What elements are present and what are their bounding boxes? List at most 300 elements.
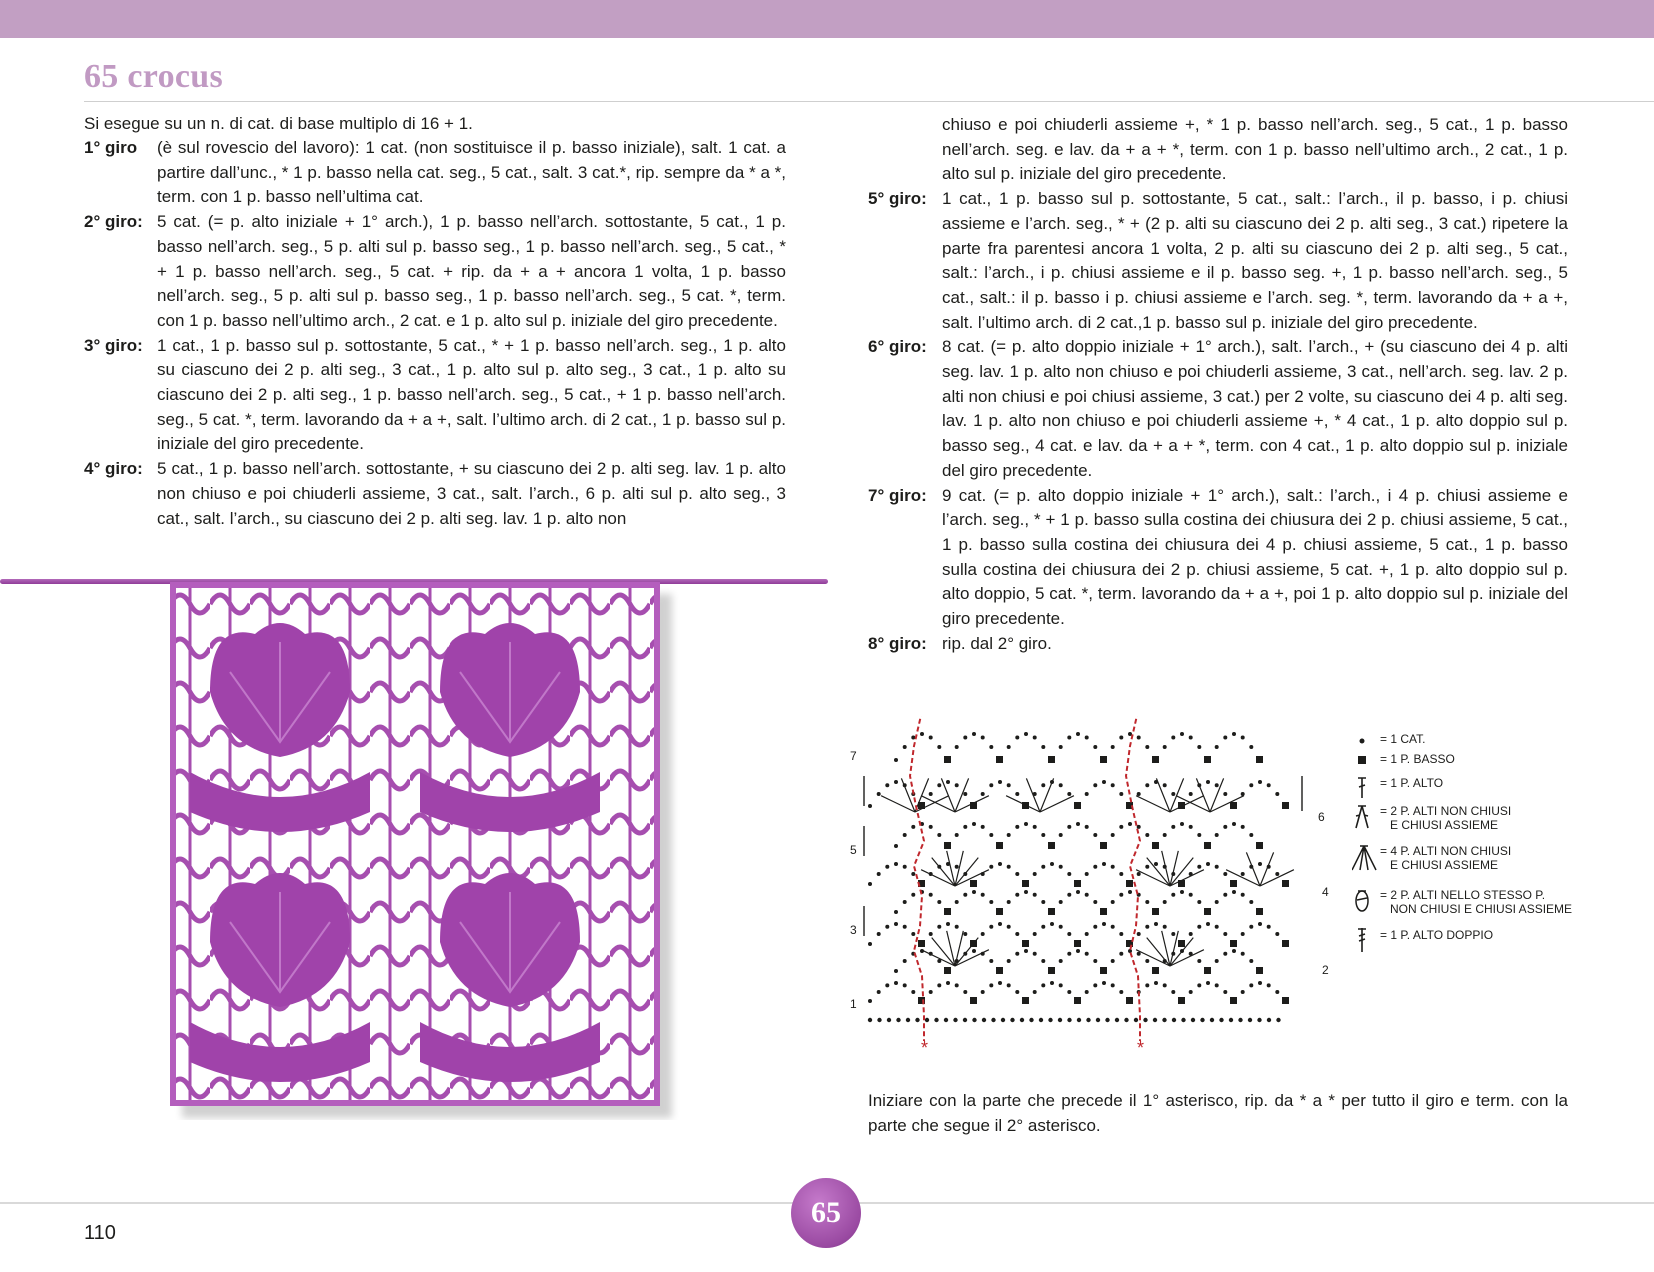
chain-dot-icon <box>1050 981 1054 985</box>
instructions-left-column <box>84 136 786 531</box>
chain-dot-icon <box>1232 732 1236 736</box>
row-text: 1 cat., 1 p. basso sul p. sottostante, 5 cat., * + 1 p. basso nell’arch. seg., 1 p. alto su ciascuno dei 2 p. alti seg., 3 cat., 1 p. alto sul p. alto seg., 3 cat., 1 p. alto su ciascuno dei 2 p. alti seg., 1 p. basso nell’arch. seg., 5 cat., + 1 p. basso nell’arch. seg., 5 cat. *, term. lavorando da + a +, salt. l’ultimo arch. di 2 cat., 1 p. basso sul p. iniziale del giro precedente. <box>157 335 786 454</box>
row-number-3: 3 <box>850 923 857 937</box>
chain-dot-icon <box>929 825 933 829</box>
chain-dot-icon <box>1007 900 1011 904</box>
chain-dot-icon <box>1007 745 1011 749</box>
chain-dot-icon <box>1058 1018 1062 1022</box>
chain-dot-icon <box>929 932 933 936</box>
chain-dot-icon <box>1119 825 1123 829</box>
chain-dot-icon <box>885 865 889 869</box>
single-crochet-square-icon <box>1282 880 1289 887</box>
chain-dot-icon <box>1241 952 1245 956</box>
chain-dot-icon <box>1241 932 1245 936</box>
chain-dot-icon <box>1111 833 1115 837</box>
instructions-right-column <box>868 113 1568 656</box>
chain-dot-icon <box>877 792 881 796</box>
chain-dot-icon <box>1059 900 1063 904</box>
chain-dot-icon <box>929 792 933 796</box>
instruction-row <box>868 484 1568 632</box>
row-continuation-text: chiuso e poi chiuderli assieme +, * 1 p. basso nell’arch. seg., 5 cat., 1 p. basso nell’arch. seg. e lav. da + a + *, term. con 1 p. basso nell’ultimo arch., 2 cat., 1 p. alto sul p. iniziale del giro precedente. <box>942 115 1568 184</box>
pattern-number-badge: 65 <box>791 1178 861 1248</box>
chain-dot-icon <box>1241 825 1245 829</box>
chain-dot-icon <box>1180 890 1184 894</box>
chain-dot-icon <box>1119 736 1123 740</box>
chain-dot-icon <box>1050 862 1054 866</box>
chain-dot-icon <box>911 990 915 994</box>
chain-dot-icon <box>1007 925 1011 929</box>
chain-dot-icon <box>1119 932 1123 936</box>
chain-dot-icon <box>1163 833 1167 837</box>
asterisk-marker: * <box>1137 1038 1145 1056</box>
chain-dot-icon <box>1041 783 1045 787</box>
single-crochet-square-icon <box>1256 756 1263 763</box>
chain-dot-icon <box>1048 1018 1052 1022</box>
chain-dot-icon <box>1102 969 1106 973</box>
chain-dot-icon <box>903 925 907 929</box>
chain-dot-icon <box>1024 942 1028 946</box>
chain-dot-icon <box>911 893 915 897</box>
chain-dot-icon <box>1223 736 1227 740</box>
chain-dot-icon <box>1145 925 1149 929</box>
chain-dot-icon <box>1085 932 1089 936</box>
chain-dot-icon <box>906 1018 910 1022</box>
chain-dot-icon <box>1258 780 1262 784</box>
chart-note: Iniziare con la parte che precede il 1° asterisco, rip. da * a * per tutto il giro e term. con la parte che segue il 2° asterisco. <box>868 1091 1568 1135</box>
chain-dot-icon <box>1145 959 1149 963</box>
row-text: 1 cat., 1 p. basso sul p. sottostante, 5 cat., salt.: l’arch., il p. basso, i p. chiusi assieme e l’arch. seg., * + (2 p. alti su ciascuno dei 2 p. alti seg., 3 cat.) ripetere la parte fra parentesi ancora 1 volta, 2 p. alti su ciascuno dei 2 p. alti seg., 5 cat., salt.: l’arch., i p. chiusi assieme e il p. basso seg. +, 1 p. basso nell’arch. seg., 5 cat., salt.: il p. basso i p. chiusi assieme e l’arch. seg. *, term. lavorando da + a +, salt. l’ultimo arch. di 2 cat.,1 p. basso sul p. iniziale del giro precedente. <box>942 189 1568 332</box>
chain-dot-icon <box>963 792 967 796</box>
chain-dot-icon <box>1163 983 1167 987</box>
chain-dot-icon <box>981 893 985 897</box>
chain-dot-icon <box>911 932 915 936</box>
repeat-line <box>1126 716 1140 1041</box>
chain-dot-icon <box>937 783 941 787</box>
chain-dot-icon <box>1111 865 1115 869</box>
chain-dot-icon <box>998 780 1002 784</box>
chain-dot-icon <box>868 804 872 808</box>
chain-dot-icon <box>1119 893 1123 897</box>
chain-dot-icon <box>1119 792 1123 796</box>
chain-dot-icon <box>1189 736 1193 740</box>
chain-dot-icon <box>989 983 993 987</box>
chain-dot-icon <box>1111 783 1115 787</box>
crochet-swatch-photo <box>170 582 680 1120</box>
chain-dot-icon <box>972 732 976 736</box>
chain-dot-icon <box>1059 865 1063 869</box>
chain-dot-icon <box>1258 862 1262 866</box>
row-number-6: 6 <box>1318 810 1325 824</box>
asterisk-marker: * <box>921 1038 929 1056</box>
chain-dot-icon <box>1105 1018 1109 1022</box>
chain-dot-icon <box>989 865 993 869</box>
chain-dot-icon <box>1041 983 1045 987</box>
chain-dot-icon <box>1275 792 1279 796</box>
chain-dot-icon <box>1093 745 1097 749</box>
chain-dot-icon <box>972 890 976 894</box>
chain-dot-icon <box>1163 925 1167 929</box>
chain-dot-icon <box>1249 900 1253 904</box>
chain-dot-icon <box>1215 983 1219 987</box>
chain-dot-icon <box>1189 893 1193 897</box>
chain-dot-icon <box>1067 990 1071 994</box>
chain-dot-icon <box>1267 983 1271 987</box>
chain-dot-icon <box>1093 900 1097 904</box>
double-crochet-icon <box>1136 950 1170 966</box>
chain-dot-icon <box>989 900 993 904</box>
instruction-row <box>84 334 786 458</box>
chain-dot-icon <box>998 844 1002 848</box>
chain-dot-icon <box>1154 910 1158 914</box>
chain-dot-icon <box>1197 959 1201 963</box>
chain-dot-icon <box>1200 1018 1204 1022</box>
chain-dot-icon <box>1050 922 1054 926</box>
chain-dot-icon <box>1024 949 1028 953</box>
chain-dot-icon <box>1015 952 1019 956</box>
chain-dot-icon <box>1145 745 1149 749</box>
chain-dot-icon <box>1197 865 1201 869</box>
chain-dot-icon <box>1189 792 1193 796</box>
chain-dot-icon <box>937 745 941 749</box>
chain-dot-icon <box>981 825 985 829</box>
chain-dot-icon <box>937 925 941 929</box>
chain-dot-icon <box>1215 783 1219 787</box>
chain-dot-icon <box>1093 959 1097 963</box>
chain-dot-icon <box>1232 890 1236 894</box>
chain-dot-icon <box>1050 910 1054 914</box>
chain-dot-icon <box>885 783 889 787</box>
chain-dot-icon <box>1076 890 1080 894</box>
chain-dot-icon <box>1223 825 1227 829</box>
chain-dot-icon <box>1257 1018 1261 1022</box>
double-crochet-icon <box>921 870 955 886</box>
chain-dot-icon <box>1111 959 1115 963</box>
chain-dot-icon <box>1007 983 1011 987</box>
instruction-row <box>868 187 1568 335</box>
chain-dot-icon <box>1033 932 1037 936</box>
chain-dot-icon <box>989 783 993 787</box>
chain-dot-icon <box>963 825 967 829</box>
chain-dot-icon <box>929 893 933 897</box>
chain-dot-icon <box>955 983 959 987</box>
chain-dot-icon <box>1241 792 1245 796</box>
chart-legend <box>1352 732 1602 962</box>
chain-dot-icon <box>1115 1018 1119 1022</box>
chain-dot-icon <box>1067 872 1071 876</box>
chain-dot-icon <box>1145 783 1149 787</box>
single-crochet-square-icon <box>1256 908 1263 915</box>
chain-dot-icon <box>1093 983 1097 987</box>
chain-dot-icon <box>1093 925 1097 929</box>
chain-dot-icon <box>1128 999 1132 1003</box>
chain-dot-icon <box>1241 736 1245 740</box>
chain-dot-icon <box>1102 780 1106 784</box>
chain-dot-icon <box>1033 952 1037 956</box>
chain-dot-icon <box>1041 745 1045 749</box>
chain-dot-icon <box>1249 783 1253 787</box>
instruction-row <box>84 457 786 531</box>
chain-dot-icon <box>989 925 993 929</box>
chain-dot-icon <box>1134 1018 1138 1022</box>
row-text: (è sul rovescio del lavoro): 1 cat. (non sostituisce il p. basso iniziale), salt. 1 cat. a partire dall’unc., * 1 p. basso nella cat. seg., 5 cat., salt. 3 cat.*, rip. sempre da * a *, term. con 1 p. basso nell’ultima cat. <box>157 138 786 207</box>
chain-dot-icon <box>955 833 959 837</box>
chain-dot-icon <box>946 758 950 762</box>
chain-dot-icon <box>885 983 889 987</box>
chain-dot-icon <box>1171 825 1175 829</box>
chain-dot-icon <box>1137 792 1141 796</box>
row-number-5: 5 <box>850 843 857 857</box>
intro-text: Si esegue su un n. di cat. di base multiplo di 16 + 1. <box>84 114 473 133</box>
chain-dot-icon <box>1041 959 1045 963</box>
chain-dot-icon <box>903 959 907 963</box>
chain-dot-icon <box>981 990 985 994</box>
chain-dot-icon <box>1206 780 1210 784</box>
chain-dot-icon <box>1215 925 1219 929</box>
chain-dot-icon <box>885 925 889 929</box>
chain-dot-icon <box>953 1018 957 1022</box>
chain-dot-icon <box>963 893 967 897</box>
chain-dot-icon <box>1085 825 1089 829</box>
chain-dot-icon <box>894 910 898 914</box>
chain-dot-icon <box>963 932 967 936</box>
chain-dot-icon <box>1223 792 1227 796</box>
chain-dot-icon <box>1171 893 1175 897</box>
chain-dot-icon <box>1059 783 1063 787</box>
chain-dot-icon <box>1119 952 1123 956</box>
chain-dot-icon <box>1076 882 1080 886</box>
chain-dot-icon <box>1015 932 1019 936</box>
chain-dot-icon <box>1215 900 1219 904</box>
chain-dot-icon <box>903 833 907 837</box>
chain-dot-icon <box>946 922 950 926</box>
chain-dot-icon <box>1154 981 1158 985</box>
chain-dot-icon <box>1249 983 1253 987</box>
chain-dot-icon <box>955 925 959 929</box>
chain-dot-icon <box>989 745 993 749</box>
chain-dot-icon <box>937 900 941 904</box>
chain-dot-icon <box>955 865 959 869</box>
chain-dot-icon <box>1111 983 1115 987</box>
row-number-7: 7 <box>850 749 857 763</box>
chain-dot-icon <box>1197 833 1201 837</box>
chain-dot-icon <box>1191 1018 1195 1022</box>
chain-dot-icon <box>1102 922 1106 926</box>
chain-dot-icon <box>1096 1018 1100 1022</box>
double-crochet-icon <box>1352 776 1380 804</box>
chain-dot-icon <box>1238 1018 1242 1022</box>
row-label: 8° giro: <box>868 633 927 653</box>
chain-dot-icon <box>1223 893 1227 897</box>
chain-dot-icon <box>1024 999 1028 1003</box>
chain-dot-icon <box>1029 1018 1033 1022</box>
chain-dot-icon <box>1007 959 1011 963</box>
instruction-row <box>868 632 1568 657</box>
chain-dot-icon <box>1249 745 1253 749</box>
chain-dot-icon <box>1093 833 1097 837</box>
chain-dot-icon <box>1206 844 1210 848</box>
legend-label: = 1 P. BASSO <box>1380 752 1455 766</box>
chain-dot-icon <box>1154 922 1158 926</box>
legend-label: = 1 P. ALTO DOPPIO <box>1380 928 1494 942</box>
legend-label: = 4 P. ALTI NON CHIUSI E CHIUSI ASSIEME <box>1380 844 1512 872</box>
chain-dot-icon <box>1232 949 1236 953</box>
chain-dot-icon <box>929 990 933 994</box>
row-number-1: 1 <box>850 997 857 1011</box>
chain-dot-icon <box>1229 1018 1233 1022</box>
chain-dot-icon <box>896 1018 900 1022</box>
chain-dot-icon <box>1041 900 1045 904</box>
chain-dot-icon <box>1241 893 1245 897</box>
chain-dot-icon <box>1076 732 1080 736</box>
chain-dot-icon <box>1076 999 1080 1003</box>
chain-dot-icon <box>1085 893 1089 897</box>
chain-dot-icon <box>1015 736 1019 740</box>
chain-dot-icon <box>1050 969 1054 973</box>
chain-dot-icon <box>1093 865 1097 869</box>
chain-dot-icon <box>1059 833 1063 837</box>
legend-item <box>1352 776 1443 804</box>
chain-dot-icon <box>1154 969 1158 973</box>
double-crochet-icon <box>1170 950 1204 966</box>
chain-dot-icon <box>1085 990 1089 994</box>
chain-dot-icon <box>934 1018 938 1022</box>
chain-dot-icon <box>894 758 898 762</box>
chain-dot-icon <box>1059 959 1063 963</box>
chain-dot-icon <box>1172 1018 1176 1022</box>
chain-dot-icon <box>1119 990 1123 994</box>
chain-dot-icon <box>1197 983 1201 987</box>
chain-dot-icon <box>1189 825 1193 829</box>
chain-dot-icon <box>1145 833 1149 837</box>
chain-dot-icon <box>903 745 907 749</box>
chain-dot-icon <box>1223 990 1227 994</box>
chain-dot-icon <box>1119 872 1123 876</box>
chain-dot-icon <box>998 758 1002 762</box>
chain-dot-icon <box>937 983 941 987</box>
chain-dot-icon <box>1219 1018 1223 1022</box>
chain-dot-icon <box>1001 1018 1005 1022</box>
chain-dot-icon <box>894 981 898 985</box>
chain-dot-icon <box>1232 942 1236 946</box>
chain-dot-icon <box>1180 822 1184 826</box>
chain-dot-icon <box>1093 783 1097 787</box>
chain-dot-icon <box>1085 736 1089 740</box>
page-number: 110 <box>84 1222 116 1244</box>
chain-dot-icon <box>1085 952 1089 956</box>
chain-dot-icon <box>1249 959 1253 963</box>
chain-dot-icon <box>1102 758 1106 762</box>
chain-dot-icon <box>1241 872 1245 876</box>
chain-dot-icon <box>1154 758 1158 762</box>
chain-dot-icon <box>1020 1018 1024 1022</box>
chain-dot-icon <box>894 969 898 973</box>
chain-dot-icon <box>1024 822 1028 826</box>
legend-item <box>1352 844 1511 872</box>
chain-dot-icon <box>868 1018 872 1022</box>
chain-dot-icon <box>946 910 950 914</box>
chain-dot-icon <box>1111 925 1115 929</box>
chain-dot-icon <box>1137 736 1141 740</box>
chain-dot-icon <box>1039 1018 1043 1022</box>
chain-dot-icon <box>1180 942 1184 946</box>
chain-dot-icon <box>1276 1018 1280 1022</box>
chain-dot-icon <box>1059 983 1063 987</box>
chain-dot-icon <box>989 833 993 837</box>
single-crochet-square-icon <box>1256 842 1263 849</box>
double-crochet-icon <box>1170 870 1204 886</box>
chain-dot-icon <box>1067 1018 1071 1022</box>
chain-dot-icon <box>877 990 881 994</box>
chain-dot-icon <box>1059 925 1063 929</box>
stitch-diagram <box>850 716 1330 1056</box>
chain-dot-icon <box>998 862 1002 866</box>
chain-dot-icon <box>1007 783 1011 787</box>
chain-dot-icon <box>1267 925 1271 929</box>
chain-dot-icon <box>1215 959 1219 963</box>
chain-dot-icon <box>946 780 950 784</box>
chain-dot-icon <box>1145 865 1149 869</box>
chain-dot-icon <box>963 1018 967 1022</box>
chain-dot-icon <box>1215 745 1219 749</box>
chain-dot-icon <box>1143 1018 1147 1022</box>
chain-dot-icon <box>1189 990 1193 994</box>
dc2-same-stitch-icon <box>1352 888 1380 916</box>
chain-dot-icon <box>972 804 976 808</box>
chain-dot-icon <box>1015 990 1019 994</box>
chain-dot-icon <box>1015 872 1019 876</box>
chain-dot-icon <box>1163 900 1167 904</box>
chain-dot-icon <box>1206 922 1210 926</box>
chain-dot-icon <box>903 865 907 869</box>
row-number-2: 2 <box>1322 963 1329 977</box>
chain-dot-icon <box>1050 758 1054 762</box>
chain-dot-icon <box>1024 732 1028 736</box>
chain-dot-icon <box>1033 893 1037 897</box>
chain-dot-icon <box>1154 844 1158 848</box>
chain-dot-icon <box>1232 999 1236 1003</box>
legend-label: = 2 P. ALTI NELLO STESSO P. NON CHIUSI E CHIUSI ASSIEME <box>1380 888 1573 916</box>
chain-dot-icon <box>1223 872 1227 876</box>
chain-dot-icon <box>991 1018 995 1022</box>
chain-dot-icon <box>1024 882 1028 886</box>
chain-dot-icon <box>1086 1018 1090 1022</box>
chain-dot-icon <box>1206 758 1210 762</box>
chain-dot-icon <box>998 910 1002 914</box>
chain-dot-icon <box>1206 862 1210 866</box>
single-crochet-square-icon <box>1282 802 1289 809</box>
double-crochet-icon <box>921 950 955 966</box>
chain-dot-icon <box>1197 925 1201 929</box>
legend-item <box>1352 888 1572 916</box>
chain-dot-icon <box>972 822 976 826</box>
chain-dot-icon <box>981 792 985 796</box>
chain-dot-icon <box>1180 732 1184 736</box>
chain-dot-icon <box>911 872 915 876</box>
row-text: 5 cat. (= p. alto iniziale + 1° arch.), 1 p. basso nell’arch. sottostante, 5 cat., 1 p. basso nell’arch. seg., 5 p. alti sul p. basso seg., 1 p. basso nell’arch. seg., 5 cat., * + 1 p. basso nell’arch. seg., 5 cat. + rip. da + a + ancora 1 volta, 1 p. basso nell’arch. seg., 5 p. alti sul p. basso seg., 1 p. basso nell’arch. seg., 5 cat. *, term. con 1 p. basso nell’ultimo arch., 2 cat. e 1 p. alto sul p. iniziale del giro precedente. <box>157 212 786 330</box>
chain-dot-icon <box>1067 893 1071 897</box>
row-text: rip. dal 2° giro. <box>942 633 1052 653</box>
chain-dot-icon <box>1275 990 1279 994</box>
chain-dot-icon <box>1059 745 1063 749</box>
chain-dot-icon <box>1102 981 1106 985</box>
chain-dot-icon <box>1258 981 1262 985</box>
chain-dot-icon <box>1275 872 1279 876</box>
chain-dot-icon <box>1077 1018 1081 1022</box>
chain-dot-icon <box>1015 893 1019 897</box>
row-text: 9 cat. (= p. alto doppio iniziale + 1° arch.), salt.: l’arch., i 4 p. chiusi assieme e l’arch. seg., * + 1 p. basso sulla costina dei chiusura dei 2 p. chiusi assieme, 5 cat., 1 p. basso sulla costina dei chiusura dei 4 p. chiusi assieme, 5 cat., 1 p. basso sulla costina dei chiusura dei 2 p. chiusi assieme, 5 cat. +, 1 p. alto doppio sul p. alto doppio, 5 cat. *, term. lavorando da + a +, poi 1 p. alto doppio sul p. iniziale del giro precedente. <box>942 485 1568 629</box>
instruction-row <box>868 335 1568 483</box>
chain-dot-icon <box>1154 862 1158 866</box>
